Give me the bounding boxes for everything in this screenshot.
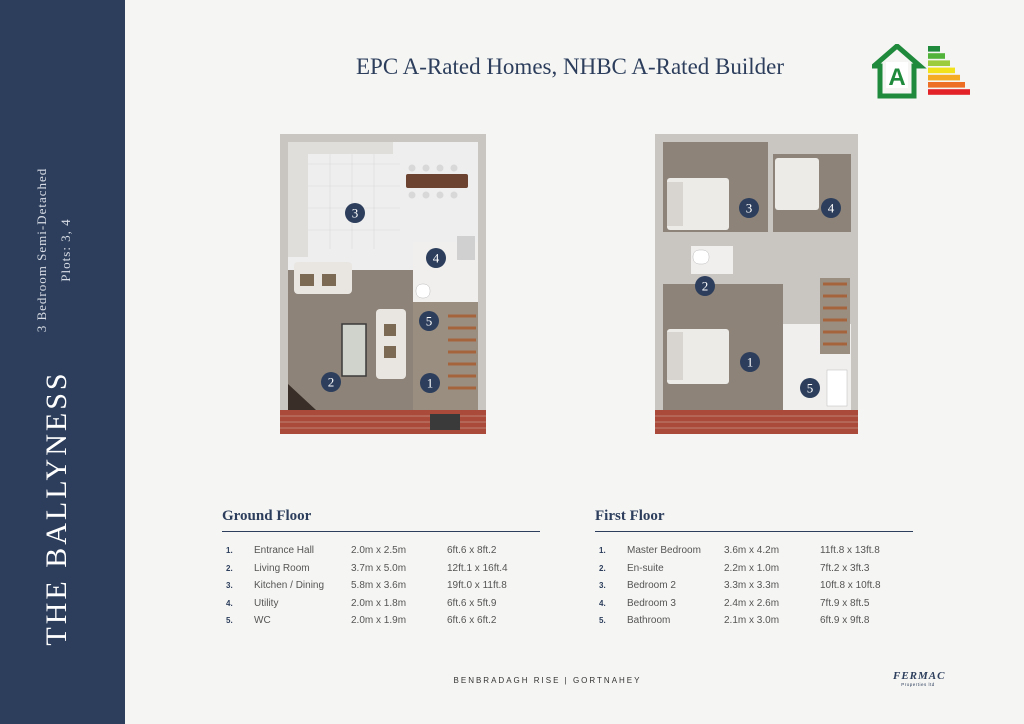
room-name: Bathroom	[627, 615, 671, 627]
development-name: THE BALLYNESS	[40, 370, 73, 646]
room-size-imperial: 10ft.8 x 10ft.8	[820, 580, 881, 592]
room-size-imperial: 6ft.6 x 8ft.2	[447, 545, 497, 557]
ground-floor-plan	[280, 134, 486, 434]
epc-band	[928, 60, 950, 66]
room-size-metric: 2.0m x 1.9m	[351, 615, 407, 627]
room-row	[595, 560, 913, 578]
room-marker	[426, 248, 446, 268]
room-marker	[321, 372, 341, 392]
sidebar	[0, 0, 125, 724]
room-name: Bedroom 3	[627, 597, 676, 609]
room-size-metric: 2.2m x 1.0m	[724, 562, 780, 574]
room-marker-label: 2	[327, 374, 335, 390]
room-size-imperial: 6ft.6 x 5ft.9	[447, 597, 497, 609]
room-name: Utility	[254, 597, 279, 609]
page-headline: EPC A-Rated Homes, NHBC A-Rated Builder	[355, 54, 785, 79]
room-marker	[739, 198, 759, 218]
room-marker	[420, 373, 440, 393]
epc-band	[928, 89, 970, 95]
room-size-imperial: 12ft.1 x 16ft.4	[447, 562, 508, 574]
epc-badge	[872, 44, 972, 100]
room-marker-label: 5	[425, 313, 433, 329]
room-marker-label: 2	[701, 278, 709, 294]
room-marker-label: 3	[351, 205, 359, 221]
room-row	[222, 577, 540, 595]
fermac-logo	[893, 670, 946, 687]
room-size-metric: 3.7m x 5.0m	[351, 562, 407, 574]
room-marker	[345, 203, 365, 223]
epc-letter: A	[888, 64, 906, 91]
epc-band	[928, 53, 945, 59]
room-size-imperial: 6ft.6 x 6ft.2	[447, 615, 497, 627]
first-floor-schedule	[595, 508, 913, 630]
site-address: BENBRADAGH RISE | GORTNAHEY	[453, 676, 642, 685]
room-marker-label: 4	[827, 200, 835, 216]
room-marker-label: 4	[432, 250, 440, 266]
room-size-metric: 3.3m x 3.3m	[724, 580, 780, 592]
room-row	[595, 577, 913, 595]
room-name: Bedroom 2	[627, 580, 676, 592]
room-number: 4.	[226, 598, 233, 608]
room-number: 3.	[226, 581, 233, 591]
room-size-imperial: 19ft.0 x 11ft.8	[447, 580, 507, 592]
room-size-imperial: 7ft.2 x 3ft.3	[820, 562, 870, 574]
first-floor-plan	[655, 134, 858, 434]
room-number: 5.	[226, 616, 233, 626]
room-number: 2.	[226, 563, 233, 573]
room-row	[222, 612, 540, 630]
plots-label: Plots: 3, 4	[58, 218, 73, 282]
room-number: 3.	[599, 581, 606, 591]
epc-rating-bands	[928, 46, 970, 95]
room-row	[595, 542, 913, 560]
room-row	[595, 595, 913, 613]
room-marker	[821, 198, 841, 218]
room-size-metric: 2.4m x 2.6m	[724, 597, 780, 609]
epc-band	[928, 75, 960, 81]
room-size-imperial: 7ft.9 x 8ft.5	[820, 597, 870, 609]
room-name: WC	[254, 615, 271, 627]
room-marker-label: 1	[426, 375, 434, 391]
house-type: 3 Bedroom Semi-Detached	[34, 167, 49, 333]
room-name: Kitchen / Dining	[254, 580, 325, 592]
room-size-metric: 2.0m x 1.8m	[351, 597, 407, 609]
room-number: 4.	[599, 598, 606, 608]
room-name: Entrance Hall	[254, 545, 315, 557]
room-row	[222, 542, 540, 560]
room-name: Living Room	[254, 562, 310, 574]
room-row	[222, 560, 540, 578]
logo-name: FERMAC	[893, 670, 946, 682]
room-size-metric: 5.8m x 3.6m	[351, 580, 407, 592]
epc-band	[928, 82, 965, 88]
room-marker-label: 1	[746, 354, 754, 370]
room-size-imperial: 6ft.9 x 9ft.8	[820, 615, 870, 627]
room-size-metric: 3.6m x 4.2m	[724, 545, 780, 557]
room-marker	[419, 311, 439, 331]
room-marker	[800, 378, 820, 398]
room-marker-label: 5	[806, 380, 814, 396]
room-number: 2.	[599, 563, 606, 573]
ground-floor-heading: Ground Floor	[222, 508, 540, 532]
room-name: En-suite	[627, 562, 664, 574]
room-number: 5.	[599, 616, 606, 626]
ground-floor-schedule	[222, 508, 540, 630]
room-marker	[695, 276, 715, 296]
first-floor-heading: First Floor	[595, 508, 913, 532]
room-size-imperial: 11ft.8 x 13ft.8	[820, 545, 880, 557]
room-row	[595, 612, 913, 630]
room-row	[222, 595, 540, 613]
room-marker-label: 3	[745, 200, 753, 216]
room-marker	[740, 352, 760, 372]
room-size-metric: 2.1m x 3.0m	[724, 615, 780, 627]
epc-band	[928, 46, 940, 52]
room-name: Master Bedroom	[627, 545, 701, 557]
room-number: 1.	[226, 546, 233, 556]
epc-band	[928, 68, 955, 74]
room-number: 1.	[599, 546, 606, 556]
logo-sub: Properties ltd	[901, 682, 935, 687]
room-size-metric: 2.0m x 2.5m	[351, 545, 407, 557]
